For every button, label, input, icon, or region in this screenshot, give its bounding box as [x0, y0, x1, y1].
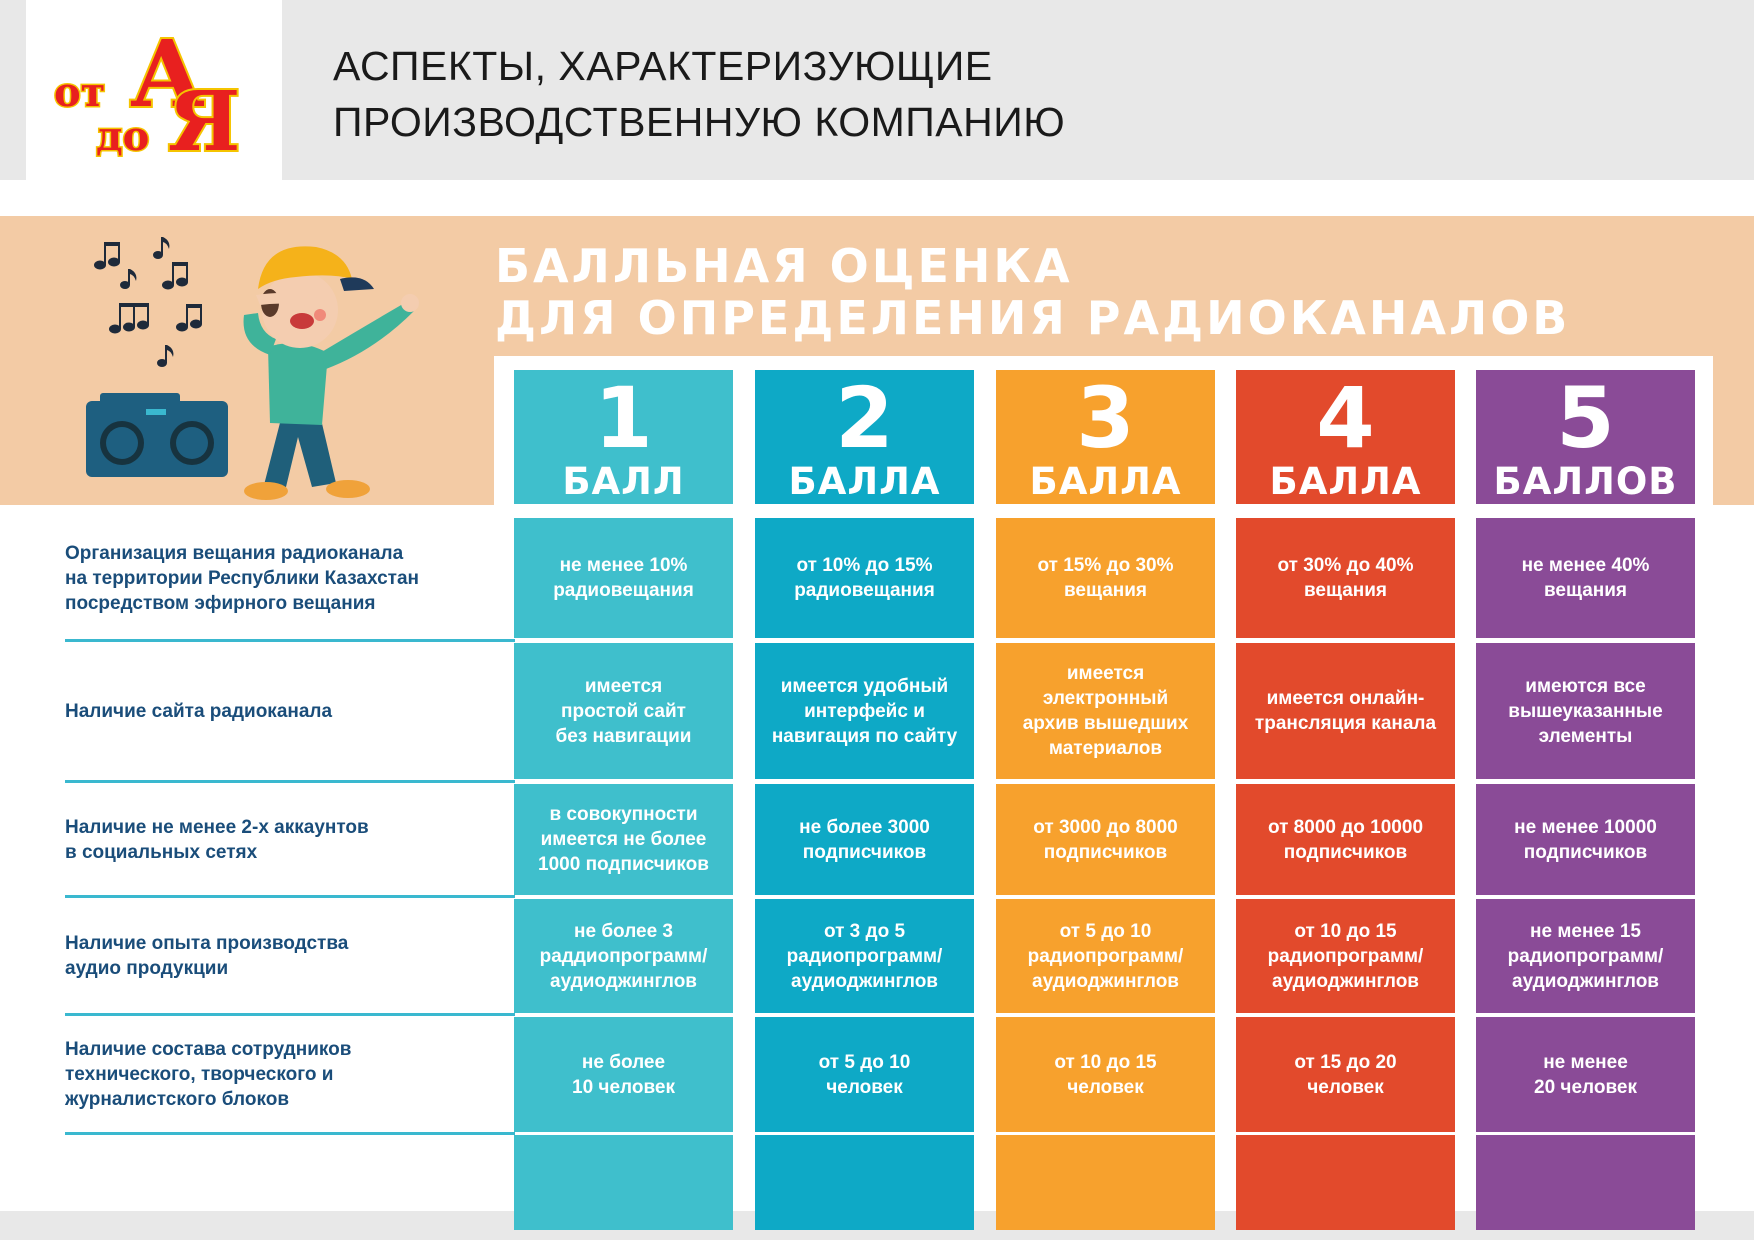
score-cell-line: имеется онлайн- — [1266, 688, 1425, 709]
score-cell-line: трансляция канала — [1254, 713, 1437, 734]
score-cell — [1236, 1017, 1455, 1132]
row-divider — [65, 895, 515, 898]
score-cell-line: от 8000 до 10000 — [1267, 816, 1424, 838]
score-cell-line: имеется — [584, 675, 663, 697]
logo-letter-ya: Я — [168, 74, 241, 170]
score-cell-text — [1023, 661, 1189, 761]
banner-title — [495, 240, 1695, 344]
score-word: БАЛЛ — [562, 460, 685, 503]
score-cell-text — [772, 674, 957, 749]
score-cell-line: без навигации — [555, 725, 692, 747]
criterion-line: технического, творческого и — [65, 1064, 334, 1085]
criterion-social — [65, 784, 495, 895]
score-column-3 — [996, 518, 1215, 1230]
score-cell — [755, 899, 974, 1013]
score-header-1 — [514, 370, 733, 504]
logo — [26, 0, 282, 180]
score-cell — [755, 643, 974, 779]
score-cell-line: от 5 до 10 — [818, 1051, 911, 1073]
logo-word-from: от — [54, 69, 106, 116]
score-cell-line: аудиоджинглов — [1032, 970, 1179, 992]
score-header-2 — [755, 370, 974, 504]
score-number: 4 — [1316, 369, 1375, 467]
score-cell-line: имеется — [1066, 663, 1145, 684]
score-number: 2 — [835, 369, 894, 467]
criterion-line: аудио продукции — [65, 958, 229, 979]
banner-title-line-1: БАЛЛЬНАЯ ОЦЕНКА — [495, 239, 1073, 293]
score-cell-line: архив вышедших — [1022, 713, 1189, 734]
criterion-line: Наличие состава сотрудников — [65, 1039, 352, 1060]
score-cell-text — [1278, 553, 1414, 603]
score-cell-line: 1000 подписчиков — [538, 854, 709, 875]
score-cell-text — [538, 802, 709, 877]
score-cell-line: не более 3000 — [799, 816, 930, 838]
score-cell — [514, 643, 733, 779]
criterion-broadcasting — [65, 518, 495, 638]
score-cell-text — [1033, 815, 1177, 865]
score-word: БАЛЛА — [1029, 460, 1182, 503]
score-cell-line: аудиоджинглов — [1512, 970, 1659, 992]
score-cell-line: 20 человек — [1534, 1076, 1637, 1098]
score-cell-empty — [1236, 1135, 1455, 1230]
score-cell — [514, 784, 733, 895]
criterion-website — [65, 643, 495, 779]
page-title-line-1: АСПЕКТЫ, ХАРАКТЕРИЗУЮЩИЕ — [333, 43, 993, 89]
score-cell-text — [572, 1050, 675, 1100]
score-cell-text — [1294, 1050, 1396, 1100]
score-cell-line: человек — [826, 1076, 903, 1098]
boombox-icon — [86, 393, 228, 477]
score-cell — [996, 1017, 1215, 1132]
score-cell-line: от 3000 до 8000 — [1033, 816, 1178, 838]
score-cell-line: интерфейс и — [804, 700, 925, 722]
score-cell-line: от 30% до 40% — [1277, 555, 1414, 576]
criterion-line: Наличие опыта производства — [65, 933, 349, 954]
score-cell-text — [1255, 686, 1436, 736]
kid-figure — [244, 246, 419, 500]
banner-title-line-2: ДЛЯ ОПРЕДЕЛЕНИЯ РАДИОКАНАЛОВ — [495, 291, 1571, 345]
criterion-line: на территории Республики Казахстан — [65, 567, 419, 589]
logo-letter-a: А — [130, 20, 205, 128]
score-word: БАЛЛА — [1269, 460, 1422, 503]
criterion-line: Наличие не менее 2-х аккаунтов — [65, 816, 369, 838]
row-divider — [65, 1013, 515, 1016]
score-cell — [514, 899, 733, 1013]
score-cell-line: не менее 10% — [559, 555, 688, 576]
score-cell-line: от 5 до 10 — [1059, 920, 1152, 942]
score-column-2 — [755, 518, 974, 1230]
score-cell-line: радиовещания — [794, 580, 935, 601]
score-header-4 — [1236, 370, 1455, 504]
score-cell-text — [819, 1050, 911, 1100]
score-cell-line: не более — [581, 1051, 666, 1073]
score-cell-line: человек — [1067, 1076, 1144, 1098]
score-cell-text — [787, 919, 943, 994]
score-cell-line: элементы — [1538, 725, 1633, 747]
score-cell — [1476, 518, 1695, 638]
score-word: БАЛЛОВ — [1493, 460, 1678, 503]
criterion-line: в социальных сетях — [65, 841, 258, 863]
score-cell-line: аудиоджинглов — [1272, 970, 1419, 992]
score-cell-line: не менее — [1543, 1051, 1628, 1073]
score-cell-line: подписчиков — [802, 841, 927, 863]
score-cell-line: не более 3 — [574, 920, 673, 942]
dancing-kid-illustration — [70, 225, 450, 505]
score-cell-line: электронный — [1042, 688, 1169, 709]
score-cell-line: имеется удобный — [780, 675, 949, 697]
score-header-5 — [1476, 370, 1695, 504]
score-cell — [755, 1017, 974, 1132]
score-cell-line: аудиоджинглов — [791, 970, 938, 992]
score-column-4 — [1236, 518, 1455, 1230]
score-cell-text — [799, 815, 930, 865]
score-cell-empty — [1476, 1135, 1695, 1230]
criterion-audio — [65, 899, 495, 1013]
score-cell — [1476, 784, 1695, 895]
criterion-line: Организация вещания радиоканала — [65, 542, 404, 564]
score-cell-empty — [514, 1135, 733, 1230]
score-cell-text — [556, 674, 692, 749]
score-cell — [996, 643, 1215, 779]
score-column-5 — [1476, 518, 1695, 1230]
score-column-1 — [514, 518, 733, 1230]
score-cell-line: в совокупности — [549, 804, 698, 825]
row-divider — [65, 780, 515, 783]
score-cell — [996, 518, 1215, 638]
score-cell-line: материалов — [1048, 738, 1163, 759]
score-cell-line: не менее 10000 — [1514, 816, 1657, 838]
score-cell-line: не менее 40% — [1521, 555, 1650, 576]
score-cell-line: от 10% до 15% — [796, 555, 933, 576]
score-cell-line: от 3 до 5 — [823, 920, 906, 942]
score-cell-text — [1268, 815, 1423, 865]
score-cell-line: вышеуказанные — [1508, 700, 1663, 722]
score-number: 5 — [1556, 369, 1615, 467]
score-cell-line: имеются все — [1525, 675, 1646, 697]
score-cell-line: не менее 15 — [1530, 920, 1641, 942]
score-cell-text — [1028, 919, 1184, 994]
score-cell — [1236, 518, 1455, 638]
score-cell — [514, 518, 733, 638]
score-cell-line: радиопрограмм/ — [786, 945, 943, 967]
score-cell-line: подписчиков — [1043, 841, 1168, 863]
logo-word-to: до — [96, 113, 150, 160]
score-cell-text — [1534, 1050, 1637, 1100]
score-cell-text — [1508, 919, 1664, 994]
score-cell-text — [794, 553, 935, 603]
score-word: БАЛЛА — [788, 460, 941, 503]
score-header-3 — [996, 370, 1215, 504]
score-cell-line: человек — [1307, 1076, 1384, 1098]
criterion-line: Наличие сайта радиоканала — [65, 700, 333, 722]
score-cell — [996, 899, 1215, 1013]
score-cell-line: имеется не более — [540, 829, 707, 850]
score-cell — [1476, 899, 1695, 1013]
score-cell — [1236, 643, 1455, 779]
score-cell-line: радиопрограмм/ — [1267, 945, 1424, 967]
score-cell — [1236, 784, 1455, 895]
score-cell-text — [1038, 553, 1174, 603]
score-cell-line: от 15 до 20 — [1294, 1051, 1397, 1073]
score-cell-empty — [755, 1135, 974, 1230]
score-cell — [755, 784, 974, 895]
score-cell-line: от 10 до 15 — [1294, 920, 1397, 942]
score-cell-line: от 10 до 15 — [1054, 1051, 1157, 1073]
score-number: 1 — [594, 369, 653, 467]
score-cell-line: подписчиков — [1283, 841, 1408, 863]
music-notes-icon — [94, 237, 202, 367]
score-cell-line: радиопрограмм/ — [1027, 945, 1184, 967]
score-cell-line: навигация по сайту — [771, 725, 958, 747]
page-title-line-2: ПРОИЗВОДСТВЕННУЮ КОМПАНИЮ — [333, 99, 1066, 145]
score-cell-line: вещания — [1543, 580, 1628, 601]
score-cell — [514, 1017, 733, 1132]
row-divider — [65, 639, 515, 642]
score-cell-text — [1268, 919, 1424, 994]
score-cell-text — [540, 919, 708, 994]
criterion-line: журналистского блоков — [65, 1089, 290, 1110]
score-cell-line: от 15% до 30% — [1037, 555, 1174, 576]
score-cell-text — [1522, 553, 1650, 603]
score-cell-text — [1514, 815, 1657, 865]
criterion-staff — [65, 1017, 495, 1132]
score-cell-line: радиопрограмм/ — [1507, 945, 1664, 967]
score-cell-line: раддиопрограмм/ — [539, 945, 708, 967]
score-cell-line: подписчиков — [1523, 841, 1648, 863]
score-cell-line: вещания — [1063, 580, 1148, 601]
score-cell-line: радиовещания — [553, 580, 694, 601]
score-cell-text — [553, 553, 694, 603]
score-cell — [996, 784, 1215, 895]
score-cell-line: вещания — [1303, 580, 1388, 601]
score-cell-empty — [996, 1135, 1215, 1230]
score-cell-line: 10 человек — [572, 1076, 675, 1098]
score-cell-line: простой сайт — [561, 700, 686, 722]
score-cell — [1476, 1017, 1695, 1132]
score-cell — [1476, 643, 1695, 779]
score-number: 3 — [1076, 369, 1135, 467]
criterion-line: посредством эфирного вещания — [65, 592, 376, 614]
score-cell-text — [1508, 674, 1662, 749]
score-cell-line: аудиоджинглов — [550, 970, 697, 992]
row-divider — [65, 1132, 515, 1135]
score-cell-text — [1054, 1050, 1156, 1100]
page-title — [333, 38, 1533, 150]
score-cell — [1236, 899, 1455, 1013]
score-cell — [755, 518, 974, 638]
